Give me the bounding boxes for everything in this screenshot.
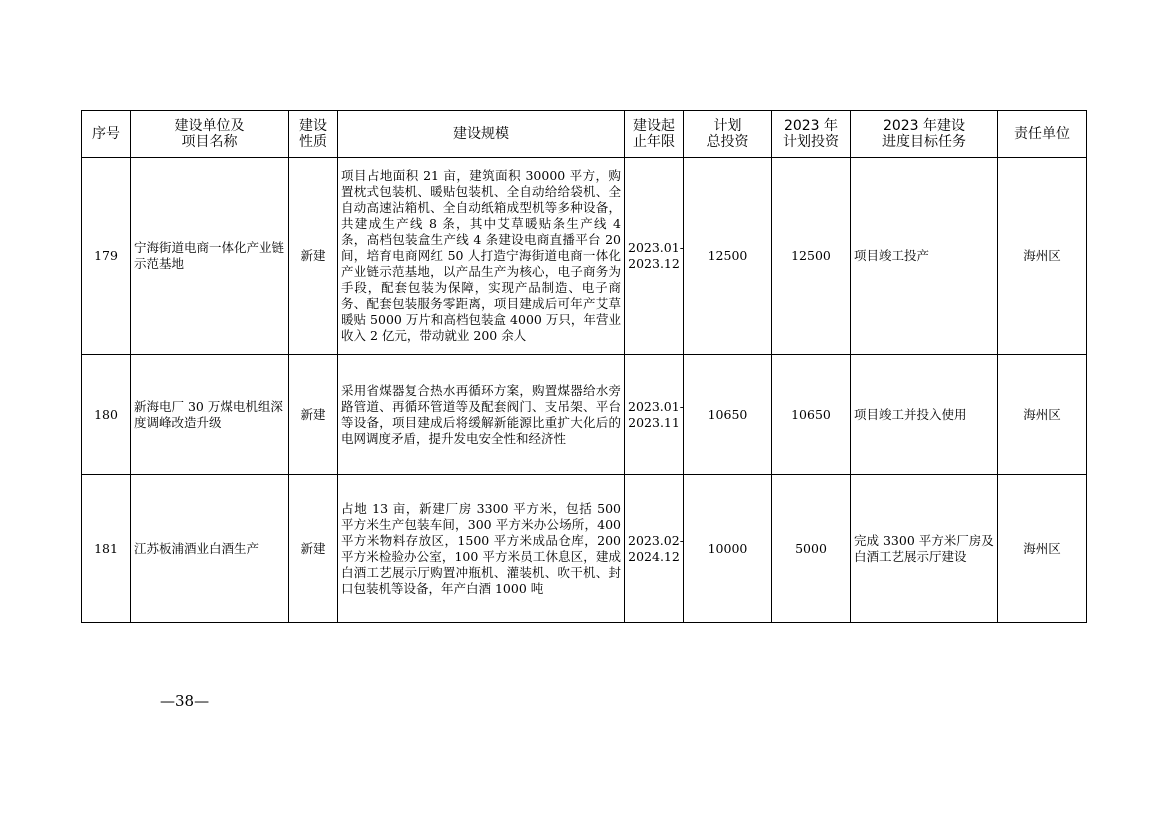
row-nature: 新建 [289, 475, 338, 623]
header-total-investment: 计划 总投资 [684, 111, 772, 158]
row-project-name: 宁海街道电商一体化产业链示范基地 [131, 158, 289, 355]
row-2023-target: 项目竣工并投入使用 [851, 355, 998, 475]
row-scale: 采用省煤器复合热水再循环方案，购置煤器给水旁路管道、再循环管道等及配套阀门、支吊架、平台等设备，项目建成后将缓解新能源比重扩大化后的电网调度矛盾，提升发电安全性和经济性 [338, 355, 625, 475]
header-nature: 建设 性质 [289, 111, 338, 158]
header-seq: 序号 [82, 111, 131, 158]
row-total-investment: 10650 [684, 355, 772, 475]
header-2023-investment: 2023 年 计划投资 [772, 111, 851, 158]
table-row [82, 355, 1087, 475]
row-2023-target: 项目竣工投产 [851, 158, 998, 355]
row-scale: 占地 13 亩，新建厂房 3300 平方米，包括 500 平方米生产包装车间，300 平方米办公场所，400 平方米物料存放区，1500 平方米成品仓库，200 平方米检验办公室，100 平方米员工休息区，建成白酒工艺展示厅购置冲瓶机、灌装机、吹干机、封口包装机等设备，年产白酒 1000 吨 [338, 475, 625, 623]
table-header-row [82, 111, 1087, 158]
row-project-name: 新海电厂 30 万煤电机组深度调峰改造升级 [131, 355, 289, 475]
row-2023-target: 完成 3300 平方米厂房及白酒工艺展示厅建设 [851, 475, 998, 623]
table-row [82, 158, 1087, 355]
header-period: 建设起 止年限 [625, 111, 684, 158]
row-responsible-unit: 海州区 [998, 475, 1087, 623]
row-period: 2023.02- 2024.12 [625, 475, 684, 623]
row-period: 2023.01- 2023.12 [625, 158, 684, 355]
row-seq: 180 [82, 355, 131, 475]
row-nature: 新建 [289, 158, 338, 355]
row-responsible-unit: 海州区 [998, 158, 1087, 355]
row-total-investment: 12500 [684, 158, 772, 355]
row-responsible-unit: 海州区 [998, 355, 1087, 475]
row-period: 2023.01- 2023.11 [625, 355, 684, 475]
row-2023-investment: 5000 [772, 475, 851, 623]
row-2023-investment: 12500 [772, 158, 851, 355]
row-project-name: 江苏板浦酒业白酒生产 [131, 475, 289, 623]
table-row [82, 475, 1087, 623]
row-2023-investment: 10650 [772, 355, 851, 475]
header-unit-name: 建设单位及 项目名称 [131, 111, 289, 158]
page-number: —38— [160, 692, 210, 710]
row-seq: 179 [82, 158, 131, 355]
row-seq: 181 [82, 475, 131, 623]
row-total-investment: 10000 [684, 475, 772, 623]
header-2023-target: 2023 年建设 进度目标任务 [851, 111, 998, 158]
project-table [81, 110, 1087, 623]
header-responsible-unit: 责任单位 [998, 111, 1087, 158]
header-scale: 建设规模 [338, 111, 625, 158]
row-nature: 新建 [289, 355, 338, 475]
row-scale: 项目占地面积 21 亩，建筑面积 30000 平方，购置枕式包装机、暖贴包装机、全自动给给袋机、全自动高速沾箱机、全自动纸箱成型机等多种设备，共建成生产线 8 条，其中艾草暖贴条生产线 4 条，高档包装盒生产线 4 条建设电商直播平台 20 间，培育电商网红 50 人打造宁海街道电商一体化产业链示范基地，以产品生产为核心，电子商务为手段，配套包装为保障，实现产品制造、电子商务、配套包装服务零距离，项目建成后可年产艾草暖贴 5000 万片和高档包装盒 4000 万只，年营业收入 2 亿元，带动就业 200 余人 [338, 158, 625, 355]
